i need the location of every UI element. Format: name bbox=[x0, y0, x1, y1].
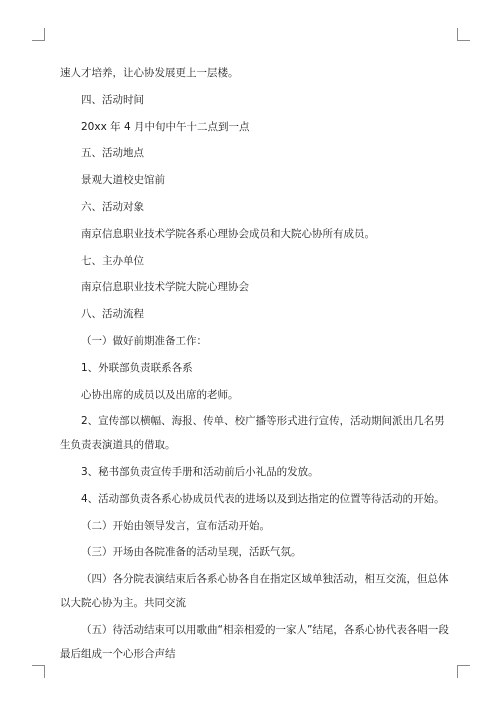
paragraph-line: 景观大道校史馆前 bbox=[81, 174, 165, 187]
paragraph-line: 心协出席的成员以及出席的老师。 bbox=[81, 388, 239, 401]
paragraph-line: 3、秘书部负责宣传手册和活动前后小礼品的发放。 bbox=[81, 465, 319, 478]
paragraph-line: 南京信息职业技术学院各系心理协会成员和大院心协所有成员。 bbox=[81, 227, 375, 240]
crop-mark-bottom-right bbox=[457, 665, 470, 678]
paragraph-line: 2、宣传部以横幅、海报、传单、校广播等形式进行宣传，活动期间派出几名男 bbox=[81, 415, 445, 428]
section-heading: 四、活动时间 bbox=[81, 93, 144, 106]
crop-mark-top-right bbox=[457, 28, 470, 41]
section-heading: 六、活动对象 bbox=[81, 200, 144, 213]
paragraph-line: （一）做好前期准备工作： bbox=[81, 334, 207, 347]
paragraph-line: 速人才培养，让心协发展更上一层楼。 bbox=[60, 67, 239, 79]
crop-mark-bottom-left bbox=[32, 665, 45, 678]
paragraph-line: 20xx 年 4 月中旬中午十二点到一点 bbox=[81, 120, 250, 133]
section-heading: 五、活动地点 bbox=[81, 147, 144, 160]
paragraph-line: 4、活动部负责各系心协成员代表的进场以及到达指定的位置等待活动的开始。 bbox=[81, 492, 445, 505]
paragraph-line: （五）待活动结束可以用歌曲“相亲相爱的一家人”结尾，各系心协代表各唱一段 bbox=[81, 623, 449, 636]
paragraph-line: （三）开场由各院准备的活动呈现，活跃气氛。 bbox=[81, 546, 302, 559]
paragraph-line: 南京信息职业技术学院大院心理协会 bbox=[81, 281, 249, 294]
paragraph-line: 最后组成一个心形合声结 bbox=[60, 647, 176, 660]
section-heading: 八、活动流程 bbox=[81, 308, 144, 321]
paragraph-line: （二）开始由领导发言，宣布活动开始。 bbox=[81, 519, 270, 532]
paragraph-line: （四）各分院表演结束后各系心协各自在指定区域单独活动，相互交流，但总体 bbox=[81, 573, 449, 586]
paragraph-line: 生负责表演道具的借取。 bbox=[60, 439, 176, 452]
paragraph-line: 1、外联部负责联系各系 bbox=[81, 361, 193, 374]
section-heading: 七、主办单位 bbox=[81, 254, 144, 267]
crop-mark-top-left bbox=[32, 28, 45, 41]
document-body bbox=[60, 66, 448, 673]
paragraph-line: 以大院心协为主。共同交流 bbox=[60, 596, 186, 609]
